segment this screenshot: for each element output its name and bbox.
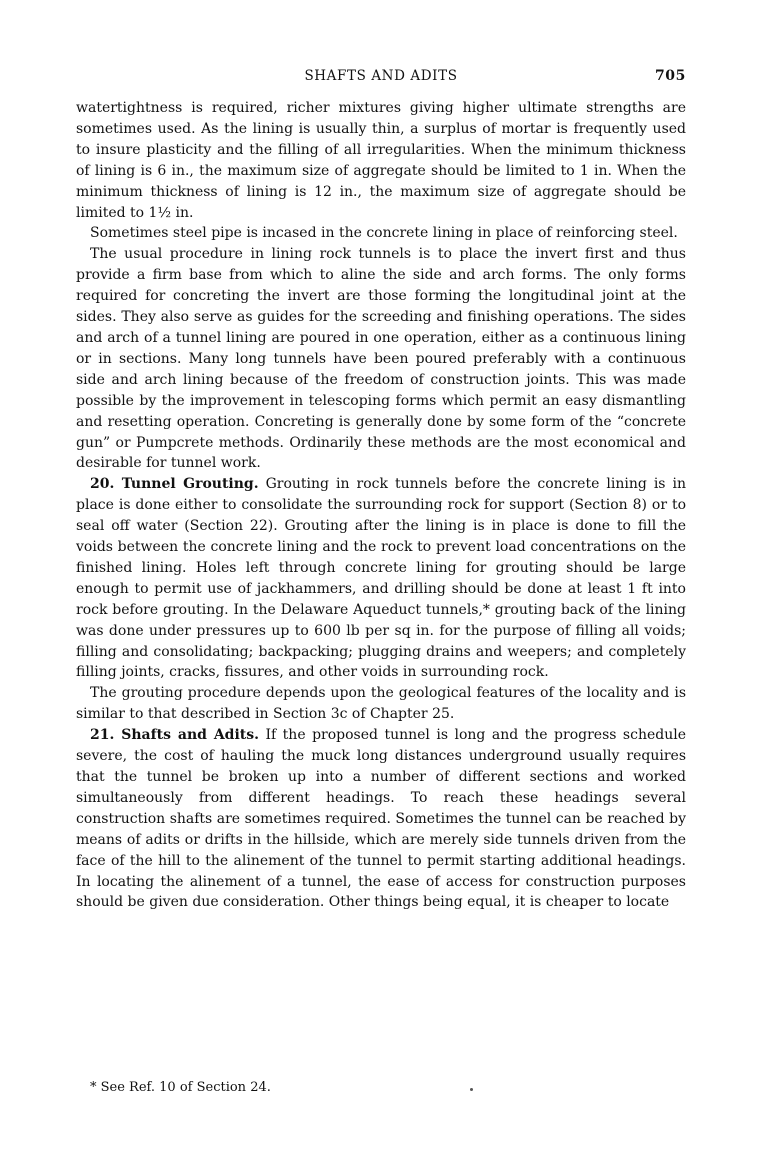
paragraph-tunnel-grouting-text: Grouting in rock tunnels before the concrete lining is in place is done either to consolidate the surrounding rock for support (Section 8) or to seal off water (Section 22). Grouting after the lining is in place is done to fill the voids between the concrete lining and the rock to prevent load concentrations on the finished lining. Holes left through concrete lining for grouting should be large enough to permit use of jackhammers, and drilling should be done at least 1 ft into rock before grouting. In the Delaware Aqueduct tunnels,* grouting back of the lining was done under pressures up to 600 lb per sq in. for the purpose of filling all voids; filling and consolidating; backpacking; plugging drains and weepers; and completely filling joints, cracks, fissures, and other voids in surrounding rock. bbox=[76, 476, 686, 681]
paragraph-continued: watertightness is required, richer mixtures giving higher ultimate strengths are sometimes used. As the lining is usually thin, a surplus of mortar is frequently used to insure plasticity and the filling of all irregularities. When the minimum thickness of lining is 6 in., the maximum size of aggregate should be limited to 1 in. When the minimum thickness of lining is 12 in., the maximum size of aggregate should be limited to 1½ in. bbox=[76, 100, 686, 221]
footnote: * See Ref. 10 of Section 24. bbox=[90, 1080, 271, 1095]
section-heading-shafts-adits: 21. Shafts and Adits. bbox=[90, 727, 260, 744]
stray-mark bbox=[470, 1088, 473, 1091]
paragraph-shafts-adits bbox=[76, 725, 686, 913]
page bbox=[76, 68, 686, 913]
paragraph-grouting-procedure: The grouting procedure depends upon the geological features of the locality and is similar to that described in Section 3c of Chapter 25. bbox=[76, 685, 686, 723]
running-title: SHAFTS AND ADITS bbox=[304, 68, 458, 84]
paragraph-tunnel-grouting bbox=[76, 474, 686, 683]
paragraph-steel-pipe: Sometimes steel pipe is incased in the concrete lining in place of reinforcing steel. bbox=[90, 225, 678, 242]
page-number: 705 bbox=[654, 68, 686, 84]
body-text bbox=[76, 98, 686, 913]
section-heading-tunnel-grouting: 20. Tunnel Grouting. bbox=[90, 476, 259, 493]
running-head bbox=[76, 68, 686, 90]
paragraph-shafts-adits-text: If the proposed tunnel is long and the progress schedule severe, the cost of hauling the muck long distances underground usually requires that the tunnel be broken up into a number of different sections and worked simultaneously from different headings. To reach these headings several construction shafts are sometimes required. Sometimes the tunnel can be reached by means of adits or drifts in the hillside, which are merely side tunnels driven from the face of the hill to the alinement of the tunnel to permit starting additional headings. In locating the alinement of a tunnel, the ease of access for construction purposes should be given due consideration. Other things being equal, it is cheaper to locate bbox=[76, 727, 686, 911]
paragraph-lining-procedure: The usual procedure in lining rock tunnels is to place the invert first and thus provide a firm base from which to aline the side and arch forms. The only forms required for concreting the invert are those forming the longitudinal joint at the sides. They also serve as guides for the screeding and finishing operations. The sides and arch of a tunnel lining are poured in one operation, either as a continuous lining or in sections. Many long tunnels have been poured preferably with a continuous side and arch lining because of the freedom of construction joints. This was made possible by the improvement in telescoping forms which permit an easy dismantling and resetting operation. Concreting is generally done by some form of the “concrete gun” or Pumpcrete methods. Ordinarily these methods are the most economical and desirable for tunnel work. bbox=[76, 246, 686, 472]
